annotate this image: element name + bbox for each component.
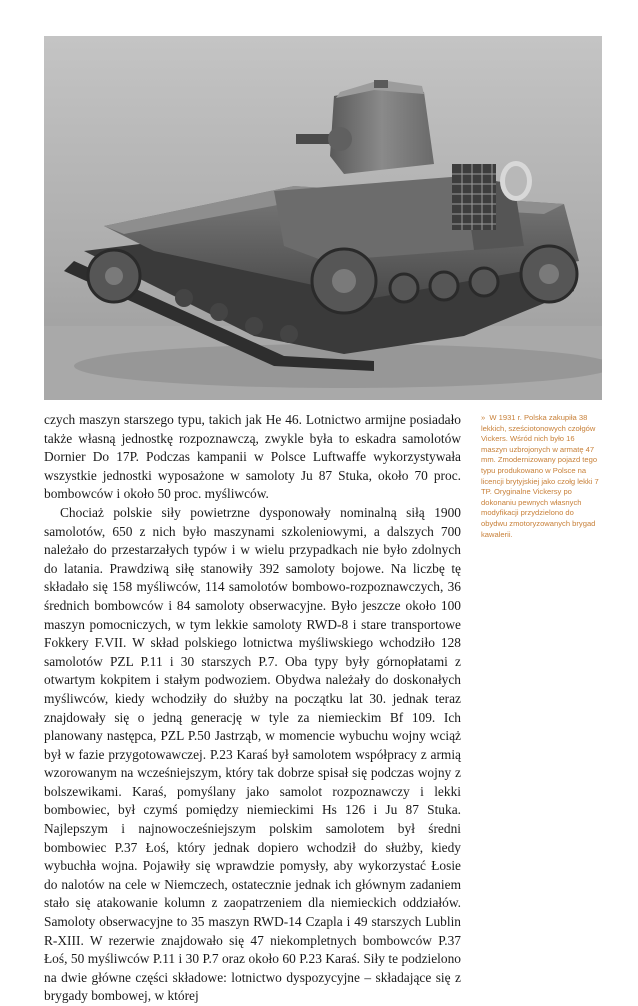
vickers-tank-illustration xyxy=(44,36,602,400)
body-paragraph-1: czych maszyn starszego typu, takich jak He 46. Lotnictwo armijne posiadało także własną jednostkę rozpoznawczą, zwykle była to eskadra samolotów Dornier Do 17P. Podczas kampanii w Polsce Luftwaffe wykorzystywała wszystkie jednostki wyposażone w samoloty Ju 87 Stuka, około 70 proc. bombowców i około 50 proc. myśliwców. xyxy=(44,412,461,502)
caption-text: W 1931 r. Polska zakupiła 38 lekkich, sześciotonowych czołgów Vickers. Wśród nich było 16 maszyn uzbrojonych w armatę 47 mm. Zmodernizowany pojazd tego typu produkowano w Polsce na licencji brytyjskiej jako czołg lekki 7 TP. Oryginalne Vickersy po dokonaniu pewnych własnych modyfikacji przydzielono do obydwu zmotoryzowanych brygad kawalerii. xyxy=(481,413,599,539)
caption-bullet: » xyxy=(481,413,486,422)
article-body xyxy=(44,411,461,1006)
photo-caption xyxy=(481,413,601,540)
body-paragraph-2: Chociaż polskie siły powietrzne dysponowały nominalną siłą 1900 samolotów, 650 z nich było maszynami szkoleniowymi, a dalszych 700 należało do przestarzałych typów i w wielu przypadkach nie było zdolnych do latania. Prawdziwą siłę stanowiły 392 samoloty bojowe. Na liczbę tę składało się 158 myśliwców, 114 samolotów bombowo-rozpoznawczych, 36 średnich bombowców i 84 samoloty obserwacyjne. Było jeszcze około 100 maszyn pomocniczych, w tym lekkie samoloty RWD-8 i stare transportowe Fokkery F.VII. W skład polskiego lotnictwa myśliwskiego wchodziło 128 samolotów PZL P.11 i 30 starszych P.7. Oba typy były górnopłatami z otwartym kokpitem i stałym podwoziem. Obydwa należały do doskonałych myśliwców, kiedy wchodziły do służby na początku lat 30. jednak teraz znajdowały się o jedną generację w tyle za niemieckim Bf 109. Ich planowany następca, PZL P.50 Jastrząb, w momencie wybuchu wojny wciąż był w fazie przygotowawczej. P.23 Karaś był samolotem współpracy z armią wzorowanym na wcześniejszym, który tak dobrze spisał się podczas wojny z bolszewikami. Karaś, pomyślany jako samolot rozpoznawczy i lekki bombowiec, był czymś pomiędzy niemieckimi Hs 126 i Ju 87 Stuka. Najlepszym i najnowocześniejszym polskim samolotem był średni bombowiec P.37 Łoś, który jednak dopiero wchodził do służby, kiedy wybuchła wojna. Pojawiły się wprawdzie pomysły, aby wykorzystać Łosie do nalotów na cele w Niemczech, ostatecznie jednak ich głównym zadaniem stało się atakowanie kolumn z zaopatrzeniem dla niemieckich oddziałów. Samoloty obserwacyjne to 35 maszyn RWD-14 Czapla i 49 starszych Lublin R-XIII. W rezerwie znajdowało się 47 niekompletnych bombowców P.37 Łoś, 50 myśliwców P.11 i 30 P.7 oraz około 60 P.23 Karaś. Siły te podzielono na dwie główne części składowe: lotnictwo dyspozycyjne – składające się z brygady bombowej, w której xyxy=(44,504,461,1004)
tank-photo xyxy=(44,36,602,400)
